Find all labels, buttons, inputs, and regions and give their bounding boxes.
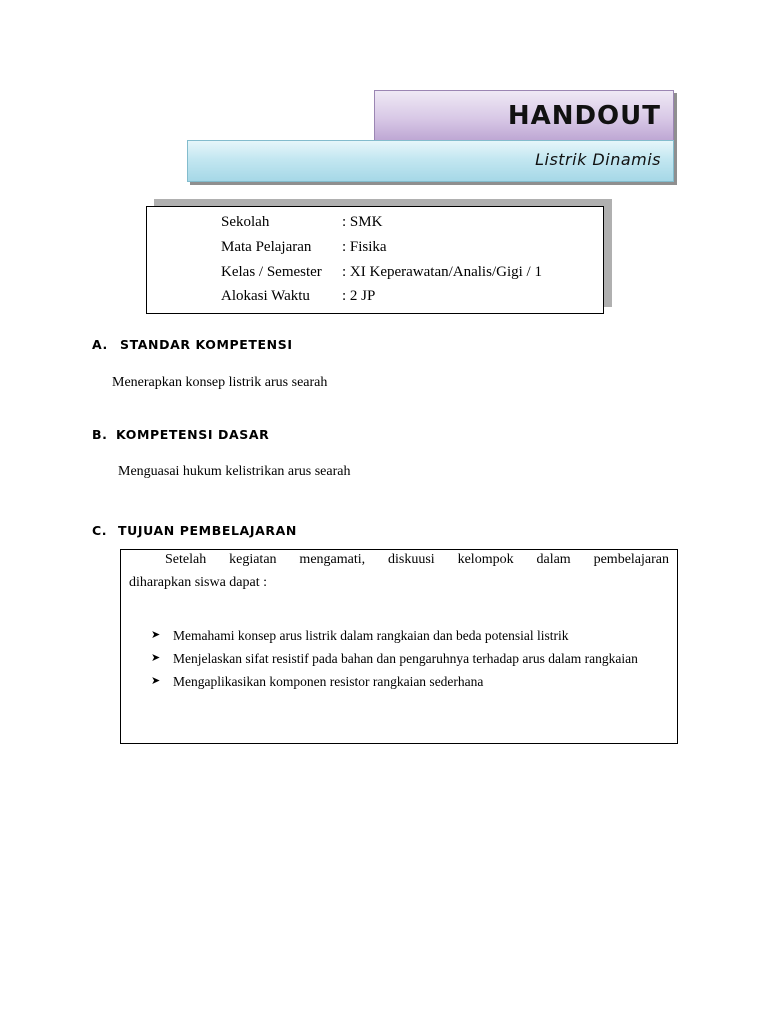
list-item-text: Menjelaskan sifat resistif pada bahan dan pengaruhnya terhadap arus dalam rangkaian [173,651,638,666]
list-item-text: Mengaplikasikan komponen resistor rangkaian sederhana [173,674,484,689]
section-letter: C. [92,523,108,538]
section-letter: B. [92,427,108,442]
tujuan-box [120,549,678,744]
arrow-right-icon: ➤ [151,675,161,687]
section-heading-kompetensi-dasar [92,429,269,442]
section-title: STANDAR KOMPETENSI [120,337,293,352]
info-row-mata-pelajaran [221,240,387,255]
list-item [151,624,638,647]
info-value: : 2 JP [342,288,376,304]
info-box [146,206,604,314]
arrow-right-icon: ➤ [151,652,161,664]
tujuan-intro-line-1: Setelah kegiatan mengamati, diskuusi kelompok dalam pembelajaran [165,552,669,567]
tujuan-intro-line-2: diharapkan siswa dapat : [129,575,268,590]
list-item [151,670,638,693]
handout-subtitle: Listrik Dinamis [535,150,661,169]
section-heading-tujuan-pembelajaran [92,525,297,538]
section-heading-standar-kompetensi [92,339,293,352]
kompetensi-dasar-text: Menguasai hukum kelistrikan arus searah [118,464,351,479]
arrow-right-icon: ➤ [151,629,161,641]
list-item-text: Memahami konsep arus listrik dalam rangkaian dan beda potensial listrik [173,628,569,643]
info-value: : XI Keperawatan/Analis/Gigi / 1 [342,264,542,280]
info-label: Kelas / Semester [221,264,322,280]
list-item [151,647,638,670]
section-title: KOMPETENSI DASAR [116,427,270,442]
section-title: TUJUAN PEMBELAJARAN [118,523,297,538]
info-row-kelas-semester [221,265,542,280]
info-label: Mata Pelajaran [221,239,312,255]
info-label: Alokasi Waktu [221,288,310,304]
header-title-banner [374,90,674,142]
info-value: : SMK [342,214,383,230]
section-letter: A. [92,337,108,352]
info-row-alokasi-waktu [221,289,375,304]
standar-kompetensi-text: Menerapkan konsep listrik arus searah [112,375,328,390]
handout-title: HANDOUT [507,101,661,131]
info-label: Sekolah [221,214,270,230]
info-value: : Fisika [342,239,387,255]
tujuan-list [151,624,638,693]
header-subtitle-banner [187,140,674,182]
info-row-sekolah [221,215,382,230]
